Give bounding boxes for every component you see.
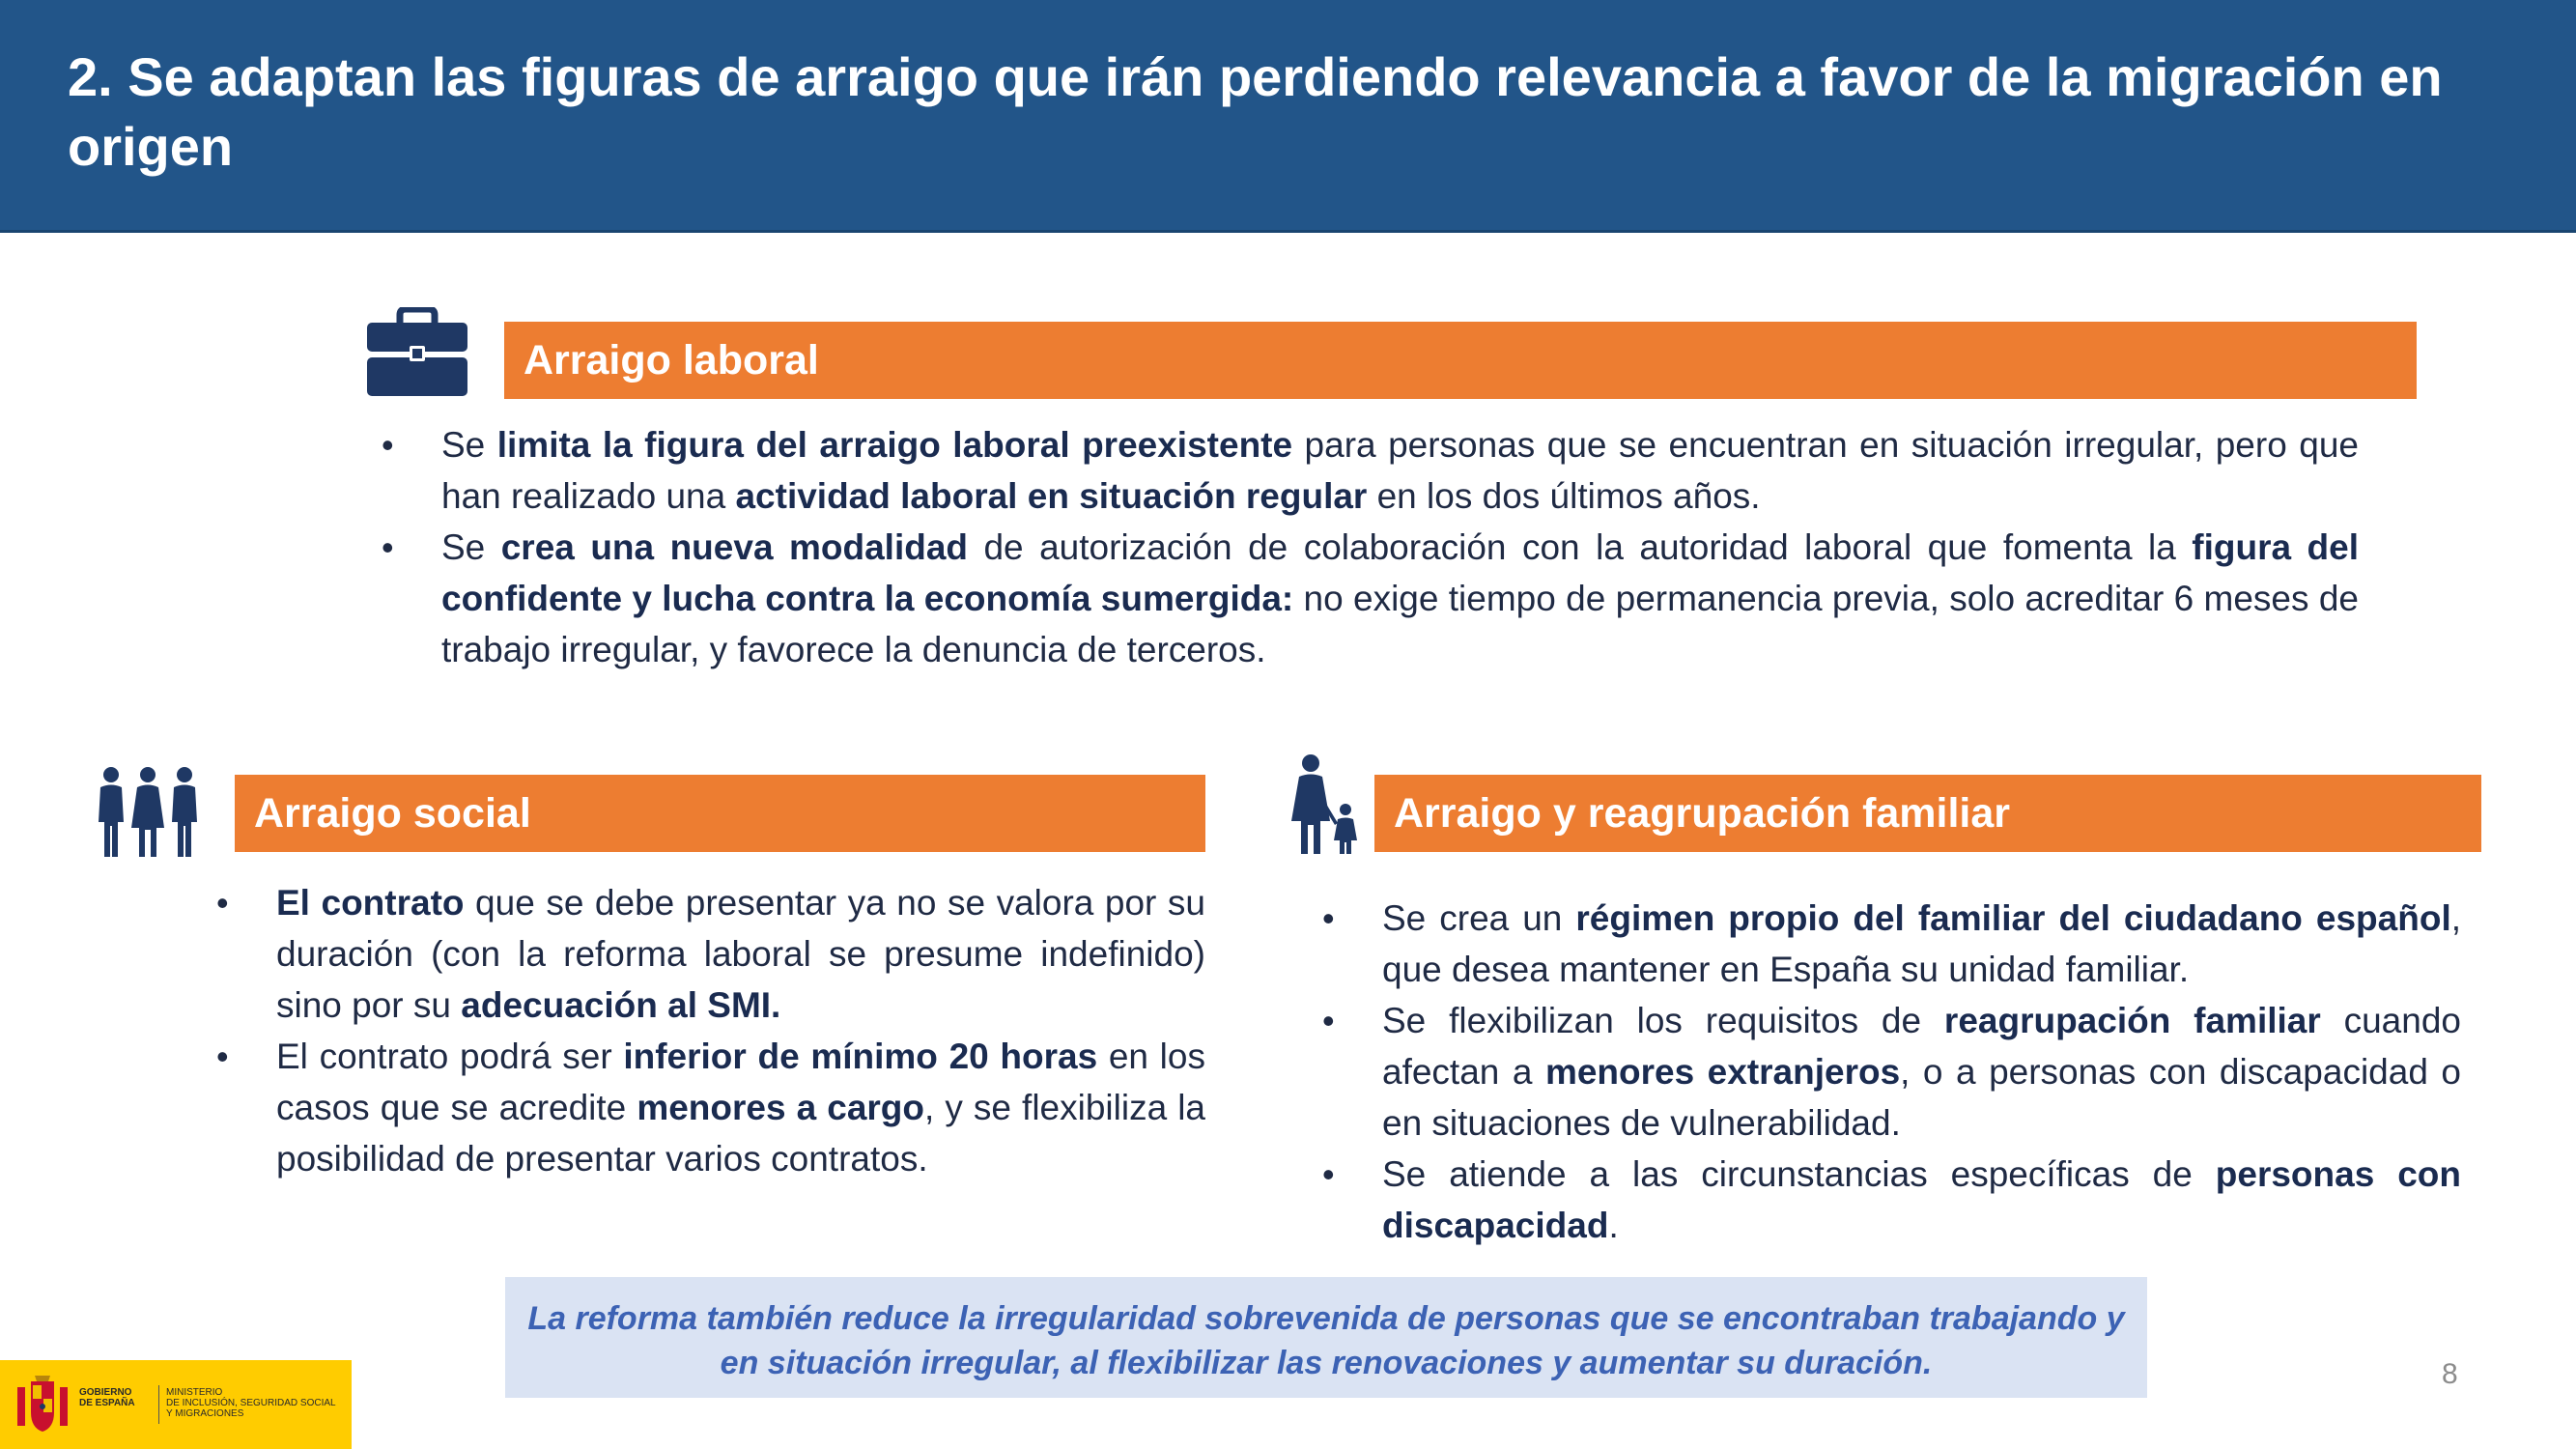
list-item — [276, 1031, 1205, 1184]
text-run: , y se flexibiliza la posibilidad de presentar varios contratos. — [276, 1088, 1206, 1179]
coat-of-arms-icon — [14, 1374, 71, 1435]
slide-header — [0, 0, 2576, 233]
highlight-note — [505, 1277, 2147, 1398]
bold-text: crea una nueva modalidad — [500, 527, 969, 567]
bold-text: régimen propio del familiar del ciudadano español — [1575, 898, 2451, 938]
text-run: en los casos que se acredite — [276, 1037, 1205, 1127]
bold-text: adecuación al SMI. — [461, 985, 781, 1025]
text-run: Se — [441, 527, 501, 567]
list-item — [1382, 995, 2461, 1149]
note-line-2: en situación irregular, al flexibilizar las renovaciones y aumentar su duración. — [720, 1345, 1933, 1381]
logo-gov-line-2: DE ESPAÑA — [79, 1398, 135, 1408]
text-run: Se atiende a las circunstancias específicas de — [1382, 1154, 2216, 1194]
list-item — [276, 877, 1205, 1031]
bullet-list-arraigo-familiar — [1382, 893, 2461, 1251]
text-run: que se debe presentar ya no se valora por su duración (con la reforma laboral se presume indefinido) sino por su — [276, 883, 1205, 1025]
section-title-arraigo-familiar: Arraigo y reagrupación familiar — [1374, 775, 2481, 852]
list-item — [441, 522, 2359, 675]
list-item — [1382, 1149, 2461, 1251]
briefcase-icon — [365, 307, 469, 398]
bold-text: menores extranjeros — [1544, 1052, 1901, 1092]
text-run: para personas que se encuentran en situación irregular, pero que han realizado una — [441, 425, 2359, 516]
bold-text: reagrupación familiar — [1943, 1001, 2321, 1040]
text-run: . — [1608, 1206, 1619, 1245]
bold-text: El contrato — [276, 883, 465, 923]
note-line-1: La reforma también reduce la irregularidad sobrevenida de personas que se encontraban trabajando y — [527, 1300, 2125, 1337]
bold-text: personas con discapacidad — [1382, 1154, 2461, 1245]
text-run: , que desea mantener en España su unidad familiar. — [1382, 898, 2461, 989]
logo-min-line-1: MINISTERIO — [166, 1387, 223, 1398]
people-group-icon — [93, 766, 203, 859]
parent-child-icon — [1288, 753, 1363, 856]
bold-text: inferior de mínimo 20 horas — [623, 1037, 1098, 1076]
list-item — [1382, 893, 2461, 995]
text-run: Se crea un — [1382, 898, 1576, 938]
section-title-arraigo-social: Arraigo social — [235, 775, 1205, 852]
bullet-list-arraigo-social — [276, 877, 1205, 1184]
bold-text: menores a cargo — [637, 1088, 925, 1127]
government-logo — [0, 1360, 352, 1449]
text-run: Se — [441, 425, 497, 465]
bold-text: figura del confidente y lucha contra la economía sumergida: — [441, 527, 2359, 618]
text-run: El contrato podrá ser — [276, 1037, 624, 1076]
text-run: cuando afectan a — [1382, 1001, 2461, 1092]
page-number: 8 — [2442, 1358, 2458, 1390]
text-run: de autorización de colaboración con la autoridad laboral que fomenta la — [968, 527, 2193, 567]
bullet-list-arraigo-laboral — [441, 419, 2359, 675]
text-run: , o a personas con discapacidad o en situaciones de vulnerabilidad. — [1382, 1052, 2461, 1143]
text-run: Se flexibilizan los requisitos de — [1382, 1001, 1944, 1040]
logo-gov-line-1: GOBIERNO — [79, 1387, 132, 1398]
slide-title: 2. Se adaptan las figuras de arraigo que irán perdiendo relevancia a favor de la migración en origen — [68, 46, 2443, 177]
section-title-arraigo-laboral: Arraigo laboral — [504, 322, 2417, 399]
bold-text: limita la figura del arraigo laboral preexistente — [496, 425, 1293, 465]
logo-min-line-2: DE INCLUSIÓN, SEGURIDAD SOCIAL — [166, 1398, 336, 1408]
text-run: en los dos últimos años. — [1367, 476, 1761, 516]
list-item — [441, 419, 2359, 522]
logo-min-line-3: Y MIGRACIONES — [166, 1408, 244, 1419]
text-run: no exige tiempo de permanencia previa, solo acreditar 6 meses de trabajo irregular, y favorece la denuncia de terceros. — [441, 579, 2359, 669]
bold-text: actividad laboral en situación regular — [735, 476, 1368, 516]
